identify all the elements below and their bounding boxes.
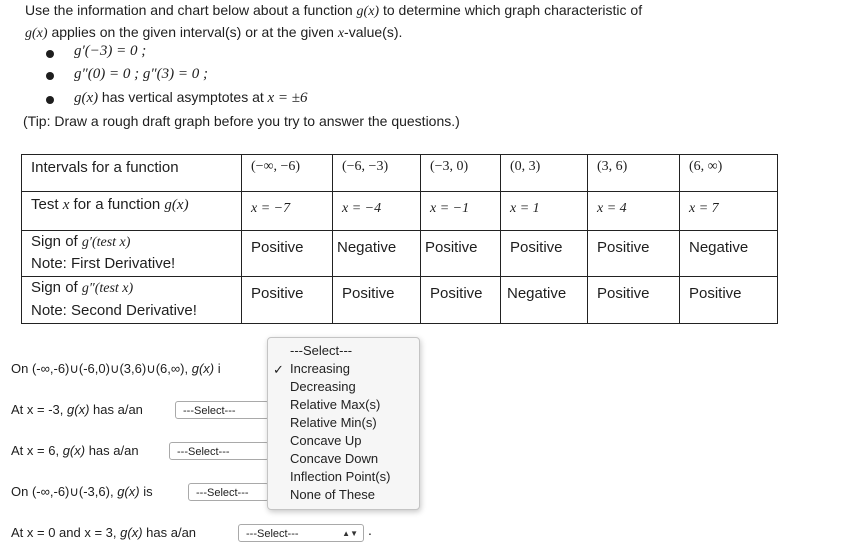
intro-text-2: to determine which graph characteristic of <box>382 2 643 18</box>
table-cell <box>680 277 778 324</box>
test-value-6: x = 7 <box>689 201 719 216</box>
interval-2: (−6, −3) <box>342 159 389 174</box>
interval-1: (−∞, −6) <box>251 159 301 174</box>
select-arrows-icon: ▲▼ <box>342 529 358 538</box>
dropdown-option-concave-up[interactable]: Concave Up <box>290 433 362 448</box>
q2-select[interactable] <box>175 401 269 419</box>
bullet-dot <box>46 96 54 104</box>
row-label-tests <box>31 192 241 214</box>
interval-4: (0, 3) <box>510 159 541 174</box>
row-second-func: g″(test x) <box>81 281 134 296</box>
table-cell <box>588 155 680 192</box>
first-sign-3: Positive <box>425 239 478 256</box>
q4-select[interactable] <box>188 483 269 501</box>
table-cell <box>680 155 778 192</box>
dropdown-option-concave-down[interactable]: Concave Down <box>290 451 379 466</box>
dropdown-option-increasing[interactable]: Increasing <box>290 361 350 376</box>
q4-func: g(x) <box>117 484 140 499</box>
q1-func: g(x) <box>191 361 215 376</box>
second-sign-3: Positive <box>430 285 483 302</box>
table-cell <box>588 192 680 231</box>
table-cell <box>333 155 421 192</box>
given-asymptotes <box>74 89 308 107</box>
table-cell <box>333 231 421 277</box>
interval-3: (−3, 0) <box>430 159 469 174</box>
row-second-note: Note: Second Derivative! <box>31 302 197 319</box>
q5-select-value: ---Select--- <box>246 528 299 540</box>
table-cell <box>22 231 242 277</box>
table-cell <box>501 192 588 231</box>
q5-period: . <box>368 522 372 538</box>
dropdown-option-select[interactable]: ---Select--- <box>290 343 353 358</box>
question-3 <box>11 443 139 458</box>
q1-suffix: i <box>217 361 221 376</box>
dropdown-option-inflection-points[interactable]: Inflection Point(s) <box>290 469 391 484</box>
table-cell <box>22 155 242 192</box>
row-test-func: g(x) <box>164 197 189 213</box>
intro-text-3: applies on the given interval(s) or at the given <box>51 24 334 40</box>
test-value-4: x = 1 <box>510 201 540 216</box>
q4-suffix: is <box>143 484 153 499</box>
second-sign-5: Positive <box>597 285 650 302</box>
test-value-1: x = −7 <box>251 201 291 216</box>
intro-text-4: -value(s). <box>344 24 403 40</box>
first-sign-5: Positive <box>597 239 650 256</box>
bullet-dot <box>46 72 54 80</box>
q5-prefix: At x = 0 and x = 3, <box>11 525 117 540</box>
table-cell <box>501 277 588 324</box>
first-sign-6: Negative <box>689 239 749 256</box>
q4-prefix: On (-∞,-6)∪(-3,6), <box>11 484 114 499</box>
row-label-first <box>31 231 241 251</box>
row-second-label: Sign of <box>31 279 78 296</box>
first-sign-1: Positive <box>251 239 304 256</box>
test-value-3: x = −1 <box>430 201 470 216</box>
first-sign-2: Negative <box>337 239 397 256</box>
q5-select[interactable] <box>238 524 364 542</box>
q2-prefix: At x = -3, <box>11 402 64 417</box>
second-sign-4: Negative <box>507 285 567 302</box>
checkmark-icon: ✓ <box>273 362 284 377</box>
table-cell <box>680 231 778 277</box>
test-value-5: x = 4 <box>597 201 627 216</box>
q5-func: g(x) <box>120 525 143 540</box>
dropdown-option-none[interactable]: None of These <box>290 487 376 502</box>
q4-select-value: ---Select--- <box>196 487 249 499</box>
asymptote-func: g(x) <box>74 90 99 106</box>
question-4 <box>11 484 153 500</box>
q2-select-value: ---Select--- <box>183 405 236 417</box>
row-first-func: g′(test x) <box>81 235 131 250</box>
table-cell <box>242 277 333 324</box>
table-row-intervals <box>22 155 778 192</box>
q3-prefix: At x = 6, <box>11 443 60 458</box>
tip-text: (Tip: Draw a rough draft graph before you try to answer the questions.) <box>23 113 460 129</box>
test-value-2: x = −4 <box>342 201 382 216</box>
table-cell <box>333 192 421 231</box>
dropdown-option-relative-max[interactable]: Relative Max(s) <box>290 397 381 412</box>
q2-suffix: has a/an <box>93 402 143 417</box>
second-sign-2: Positive <box>342 285 395 302</box>
asymptote-eq: x = ±6 <box>267 90 308 106</box>
first-sign-4: Positive <box>510 239 563 256</box>
q3-select[interactable] <box>169 442 269 460</box>
row-test-x: x <box>62 197 70 213</box>
row-label-second <box>31 277 241 297</box>
table-cell <box>588 231 680 277</box>
second-sign-6: Positive <box>689 285 742 302</box>
row-first-note: Note: First Derivative! <box>31 255 176 272</box>
table-row-tests <box>22 192 778 231</box>
dropdown-option-decreasing[interactable]: Decreasing <box>290 379 356 394</box>
given-first-derivative: g′(−3) = 0 ; <box>74 43 147 59</box>
asymptote-text: has vertical asymptotes at <box>101 89 264 105</box>
q3-select-value: ---Select--- <box>177 446 230 458</box>
row-test-label: Test <box>31 196 59 213</box>
table-row-second-derivative <box>22 277 778 324</box>
question-1 <box>11 361 221 377</box>
interval-5: (3, 6) <box>597 159 628 174</box>
second-sign-1: Positive <box>251 285 304 302</box>
table-row-first-derivative <box>22 231 778 277</box>
bullet-dot <box>46 50 54 58</box>
table-cell <box>501 155 588 192</box>
given-second-derivative: g″(0) = 0 ; g″(3) = 0 ; <box>74 66 208 82</box>
intro-text-1: Use the information and chart below about a function <box>25 2 353 18</box>
table-cell <box>421 231 501 277</box>
table-cell <box>501 231 588 277</box>
question-2 <box>11 402 143 417</box>
table-cell <box>421 277 501 324</box>
intro-func: g(x) <box>356 4 380 19</box>
q1-prefix: On (-∞,-6)∪(-6,0)∪(3,6)∪(6,∞), <box>11 361 189 376</box>
intro-xvar: x <box>337 26 345 41</box>
table-cell <box>22 277 242 324</box>
question-5 <box>11 525 196 540</box>
table-cell <box>333 277 421 324</box>
q5-suffix: has a/an <box>146 525 197 540</box>
table-cell <box>421 155 501 192</box>
q3-suffix: has a/an <box>88 443 139 458</box>
table-cell <box>242 192 333 231</box>
table-cell <box>242 155 333 192</box>
derivative-table <box>21 154 778 324</box>
q3-func: g(x) <box>62 443 86 458</box>
table-cell <box>22 192 242 231</box>
row-first-label: Sign of <box>31 233 78 250</box>
table-cell <box>680 192 778 231</box>
instructions <box>25 0 845 44</box>
table-cell <box>242 231 333 277</box>
dropdown-option-relative-min[interactable]: Relative Min(s) <box>290 415 377 430</box>
table-cell <box>421 192 501 231</box>
intro-func-2: g(x) <box>25 26 48 41</box>
row-label-intervals: Intervals for a function <box>31 159 179 176</box>
row-test-mid: for a function <box>73 196 161 213</box>
interval-6: (6, ∞) <box>689 159 723 174</box>
q1-dropdown-menu[interactable] <box>267 337 420 510</box>
table-cell <box>588 277 680 324</box>
q2-func: g(x) <box>67 402 90 417</box>
